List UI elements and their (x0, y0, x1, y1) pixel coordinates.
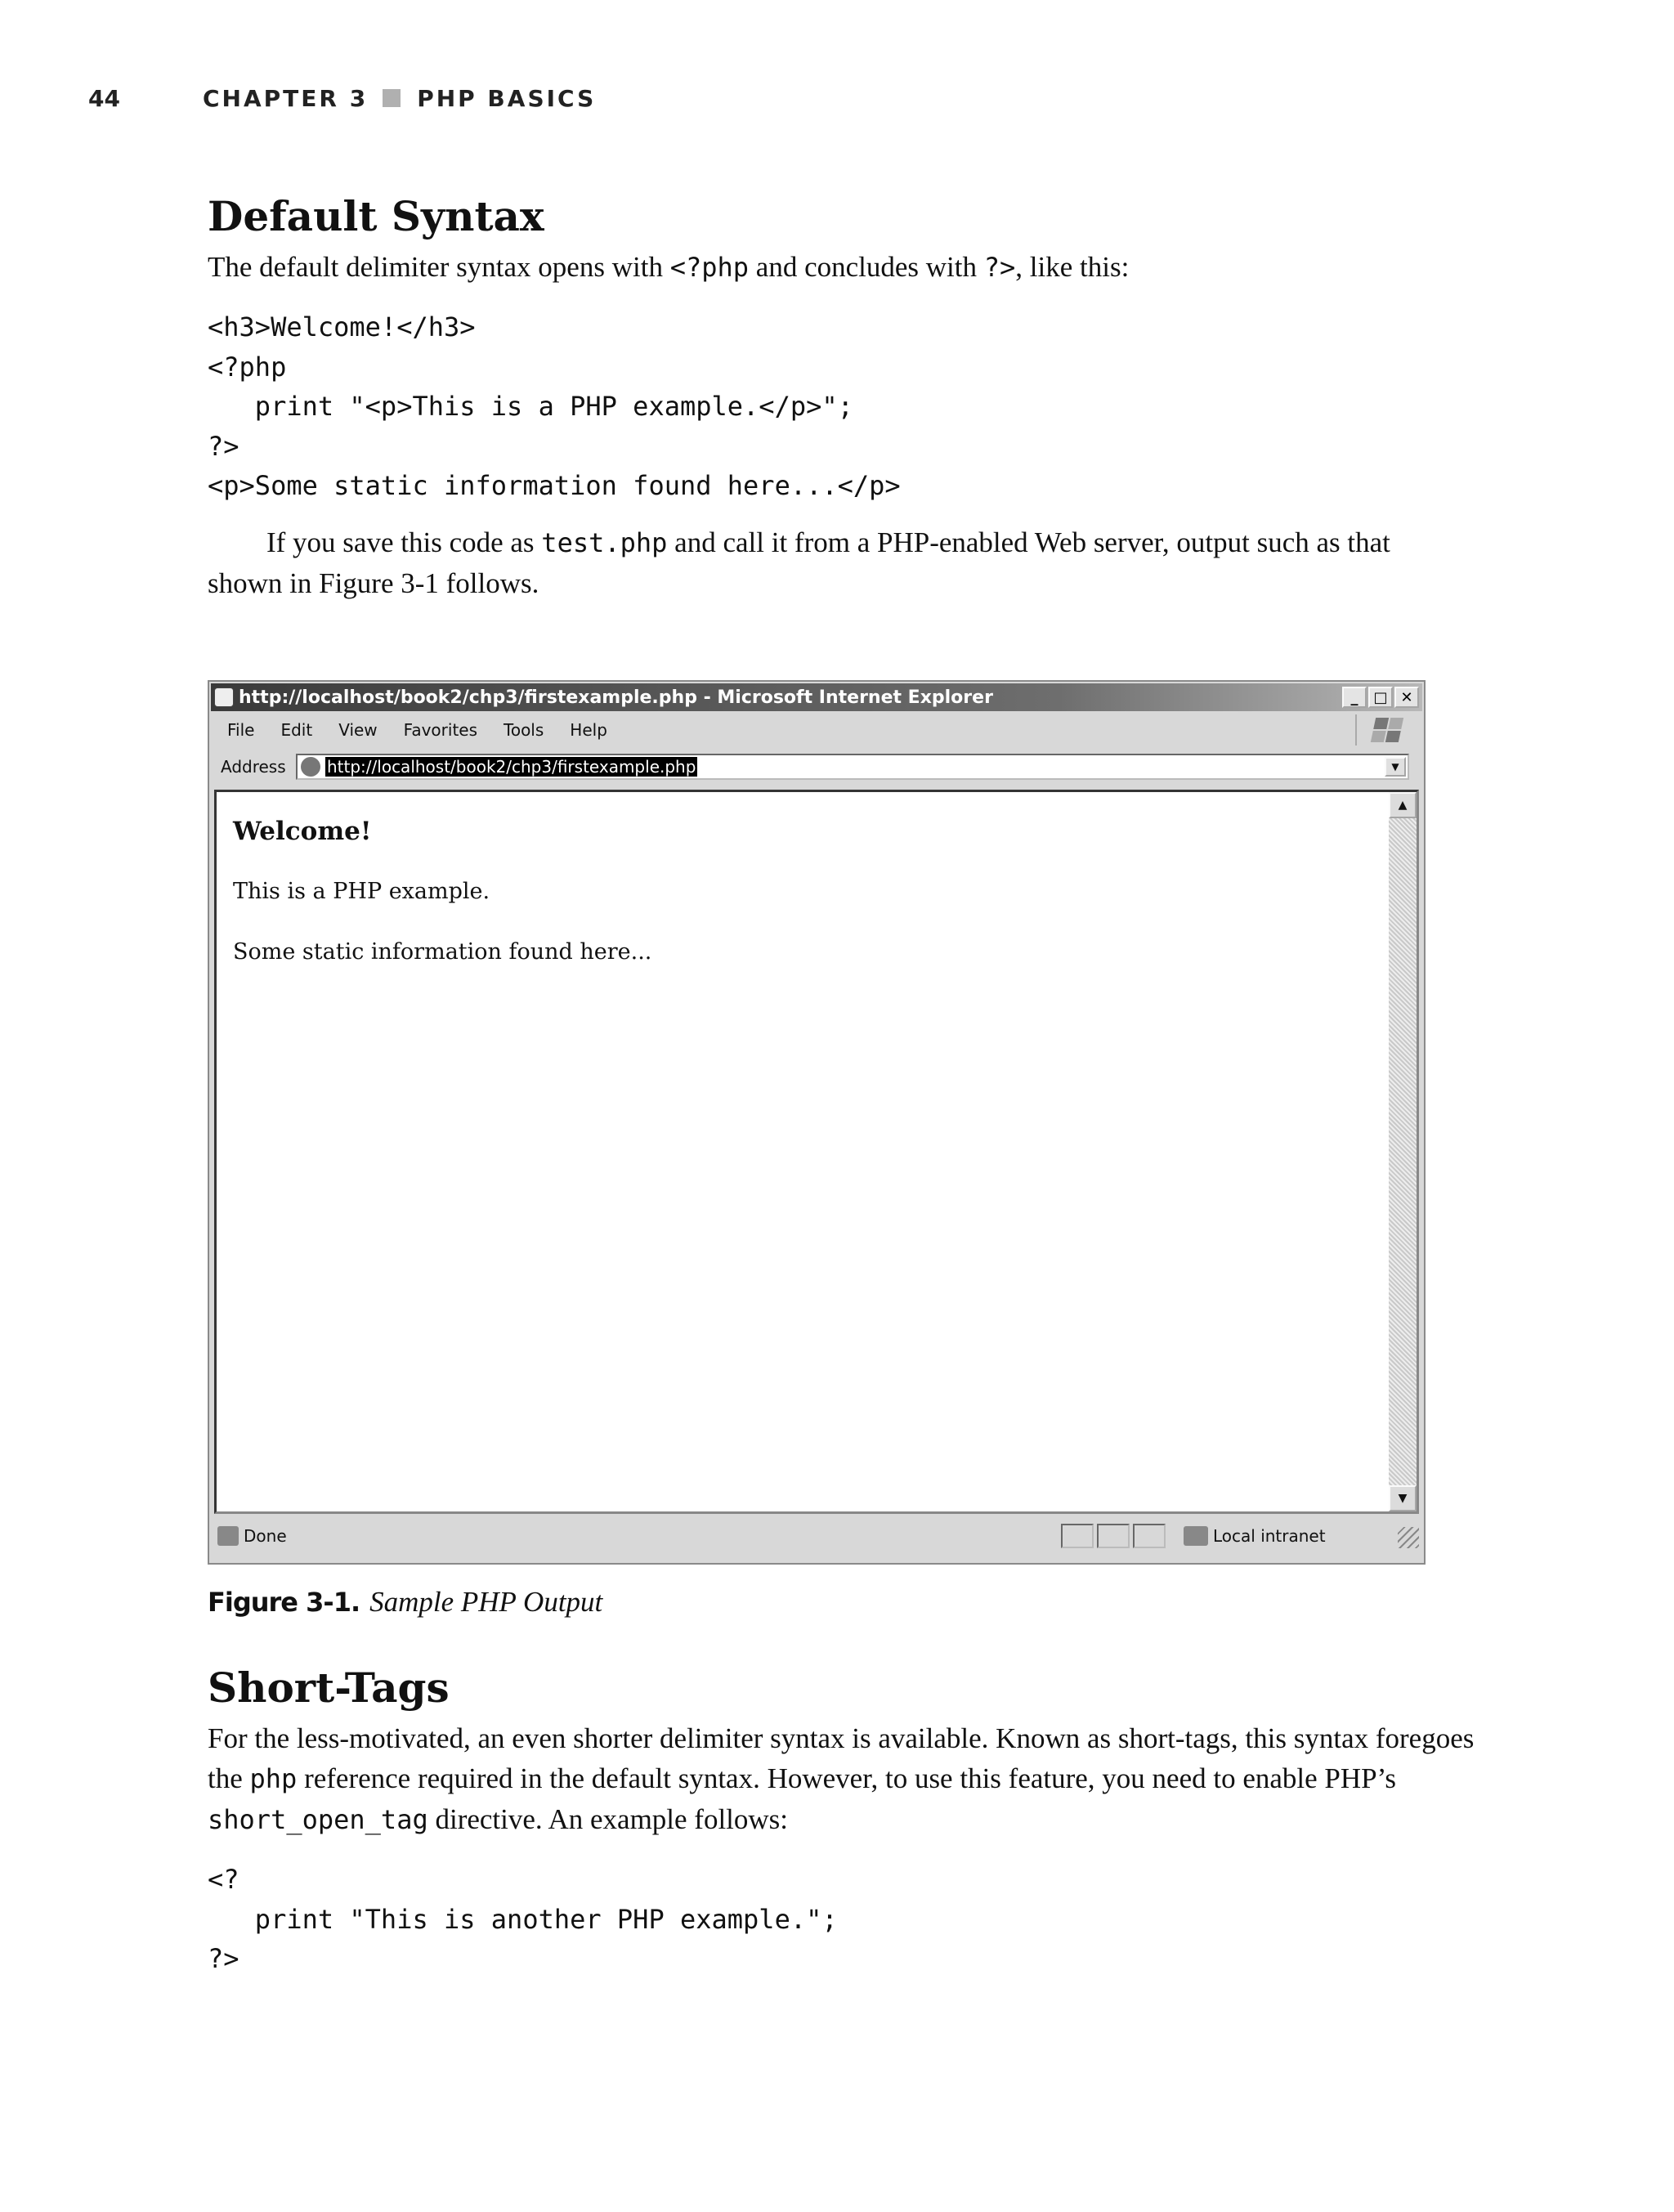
menu-help[interactable]: Help (570, 720, 607, 740)
windows-logo-icon (1355, 714, 1417, 746)
section-label: PHP BASICS (417, 84, 597, 112)
short-tags-code-2: short_open_tag (208, 1804, 428, 1835)
chapter-label: CHAPTER 3 (203, 84, 369, 112)
explanation-code: test.php (541, 526, 668, 558)
intro-text-start: The default delimiter syntax opens with (208, 251, 670, 283)
figure-title: Sample PHP Output (369, 1586, 603, 1618)
intro-paragraph (208, 247, 1466, 288)
section-heading: Default Syntax (208, 192, 544, 240)
intranet-icon (1184, 1526, 1208, 1546)
section-short-tags (208, 1659, 1483, 1979)
page-icon (301, 757, 320, 777)
explanation-text-start: If you save this code as (266, 526, 542, 558)
explanation-paragraph (208, 522, 1466, 603)
running-head (88, 82, 596, 114)
address-input[interactable] (296, 754, 1409, 780)
scroll-down-icon[interactable]: ▼ (1389, 1485, 1417, 1511)
ie-page-icon (214, 687, 234, 707)
scroll-up-icon[interactable]: ▲ (1389, 792, 1417, 818)
page-paragraph-2: Some static information found here... (233, 939, 652, 965)
separator-square-icon (383, 89, 401, 107)
address-url[interactable]: http://localhost/book2/chp3/firstexample.php (327, 757, 696, 777)
figure-label: Figure 3-1. (208, 1587, 360, 1618)
short-tags-paragraph (208, 1718, 1483, 1840)
short-tags-text-1: For the less-motivated, an even shorter delimiter syntax is available. Known as short-tags, this syntax foregoes the (208, 1722, 1475, 1794)
intro-code-close: ?> (983, 252, 1016, 283)
intro-code-open: <?php (669, 252, 750, 283)
vertical-scrollbar[interactable] (1389, 792, 1417, 1511)
section-default-syntax (208, 188, 1466, 603)
short-tags-text-2: reference required in the default syntax. However, to use this feature, you need to enable PHP’s (297, 1762, 1396, 1794)
security-zone (1184, 1524, 1326, 1548)
status-panes (1061, 1524, 1169, 1548)
address-bar (211, 750, 1422, 783)
menu-bar (211, 714, 1422, 746)
window-title: http://localhost/book2/chp3/firstexample.php - Microsoft Internet Explorer (239, 687, 993, 708)
code-block: <? print "This is another PHP example."; ?> (208, 1864, 838, 1974)
menu-file[interactable]: File (227, 720, 255, 740)
figure-caption (208, 1586, 602, 1619)
minimize-icon[interactable]: _ (1342, 687, 1367, 708)
browser-viewport (214, 790, 1419, 1514)
intro-text-middle: and concludes with (749, 251, 984, 283)
maximize-icon[interactable]: □ (1368, 687, 1393, 708)
close-icon[interactable]: ✕ (1394, 687, 1419, 708)
explanation-text-end: and call it from a PHP-enabled Web server, output such as that shown in Figure 3-1 follows. (208, 526, 1390, 599)
page-number: 44 (88, 84, 120, 112)
zone-text: Local intranet (1213, 1526, 1326, 1546)
menu-tools[interactable]: Tools (504, 720, 544, 740)
status-bar (211, 1520, 1422, 1552)
window-controls (1341, 687, 1419, 708)
page-heading: Welcome! (233, 817, 372, 846)
menu-favorites[interactable]: Favorites (403, 720, 478, 740)
code-block: <h3>Welcome!</h3> <?php print "<p>This is a PHP example.</p>"; ?> <p>Some static information found here...</p> (208, 311, 901, 501)
menu-view[interactable]: View (338, 720, 378, 740)
menu-edit[interactable]: Edit (280, 720, 313, 740)
done-page-icon (217, 1526, 239, 1546)
status-text: Done (244, 1526, 287, 1546)
short-tags-text-3: directive. An example follows: (427, 1803, 789, 1835)
short-tags-code-1: php (249, 1763, 298, 1794)
section-heading: Short-Tags (208, 1663, 450, 1712)
address-dropdown-icon[interactable]: ▼ (1385, 757, 1406, 777)
page-paragraph-1: This is a PHP example. (233, 879, 490, 904)
window-titlebar (211, 683, 1422, 711)
intro-text-end: , like this: (1015, 251, 1130, 283)
address-label: Address (221, 757, 286, 777)
browser-screenshot-figure (208, 680, 1426, 1565)
resize-grip-icon[interactable] (1398, 1527, 1419, 1548)
